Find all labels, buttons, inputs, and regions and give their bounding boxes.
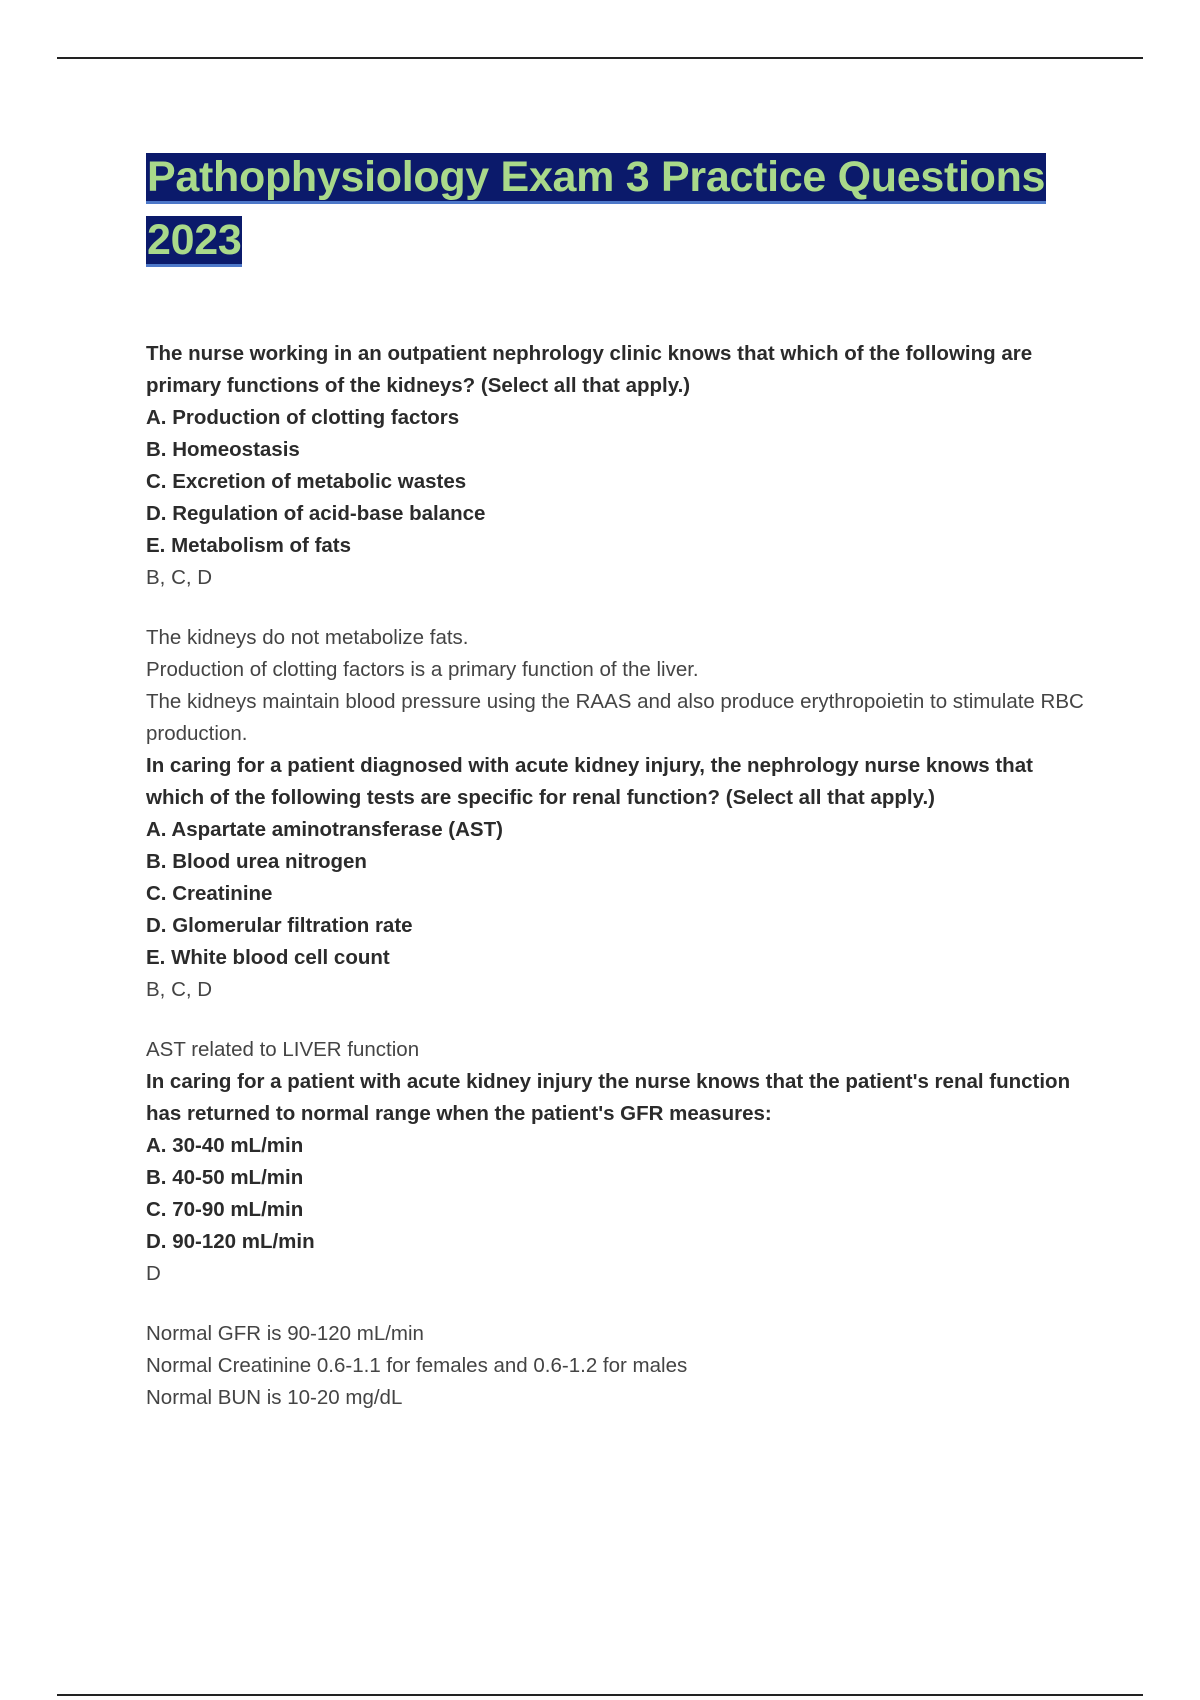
answer-text: B, C, D xyxy=(146,978,213,1001)
option-a: A. Aspartate aminotransferase (AST) xyxy=(146,818,503,841)
top-rule xyxy=(57,57,1143,59)
document-title: Pathophysiology Exam 3 Practice Questions 2023 xyxy=(146,146,1086,272)
option-c: C. Creatinine xyxy=(146,882,273,905)
explanation-line: Normal BUN is 10-20 mg/dL xyxy=(146,1386,403,1409)
option-d: D. Glomerular filtration rate xyxy=(146,914,413,937)
answer-text: D xyxy=(146,1262,161,1285)
explanation-line: The kidneys maintain blood pressure using the RAAS and also produce erythropoietin to stimulate RBC production. xyxy=(146,690,1084,745)
question-text: In caring for a patient diagnosed with acute kidney injury, the nephrology nurse knows that which of the following tests are specific for renal function? (Select all that apply.) xyxy=(146,754,1033,809)
answer-text: B, C, D xyxy=(146,566,213,589)
explanation-line: AST related to LIVER function xyxy=(146,1038,420,1061)
question-text: The nurse working in an outpatient nephrology clinic knows that which of the following are primary functions of the kidneys? (Select all that apply.) xyxy=(146,342,1033,397)
option-d: D. Regulation of acid-base balance xyxy=(146,502,486,525)
option-d: D. 90-120 mL/min xyxy=(146,1230,315,1253)
option-e: E. Metabolism of fats xyxy=(146,534,352,557)
explanation-line: Normal Creatinine 0.6-1.1 for females and 0.6-1.2 for males xyxy=(146,1354,688,1377)
option-c: C. Excretion of metabolic wastes xyxy=(146,470,467,493)
question-block-2 xyxy=(146,750,1086,1066)
bottom-rule xyxy=(57,1694,1143,1696)
explanation-line: The kidneys do not metabolize fats. xyxy=(146,626,469,649)
option-b: B. Blood urea nitrogen xyxy=(146,850,367,873)
option-a: A. 30-40 mL/min xyxy=(146,1134,304,1157)
option-b: B. Homeostasis xyxy=(146,438,300,461)
question-block-1 xyxy=(146,338,1086,750)
option-c: C. 70-90 mL/min xyxy=(146,1198,304,1221)
question-text: In caring for a patient with acute kidney injury the nurse knows that the patient's renal function has returned to normal range when the patient's GFR measures: xyxy=(146,1070,1071,1125)
explanation-line: Normal GFR is 90-120 mL/min xyxy=(146,1322,424,1345)
explanation-line: Production of clotting factors is a primary function of the liver. xyxy=(146,658,699,681)
option-e: E. White blood cell count xyxy=(146,946,390,969)
document-body xyxy=(146,146,1086,1414)
question-block-3 xyxy=(146,1066,1086,1414)
option-b: B. 40-50 mL/min xyxy=(146,1166,304,1189)
option-a: A. Production of clotting factors xyxy=(146,406,460,429)
